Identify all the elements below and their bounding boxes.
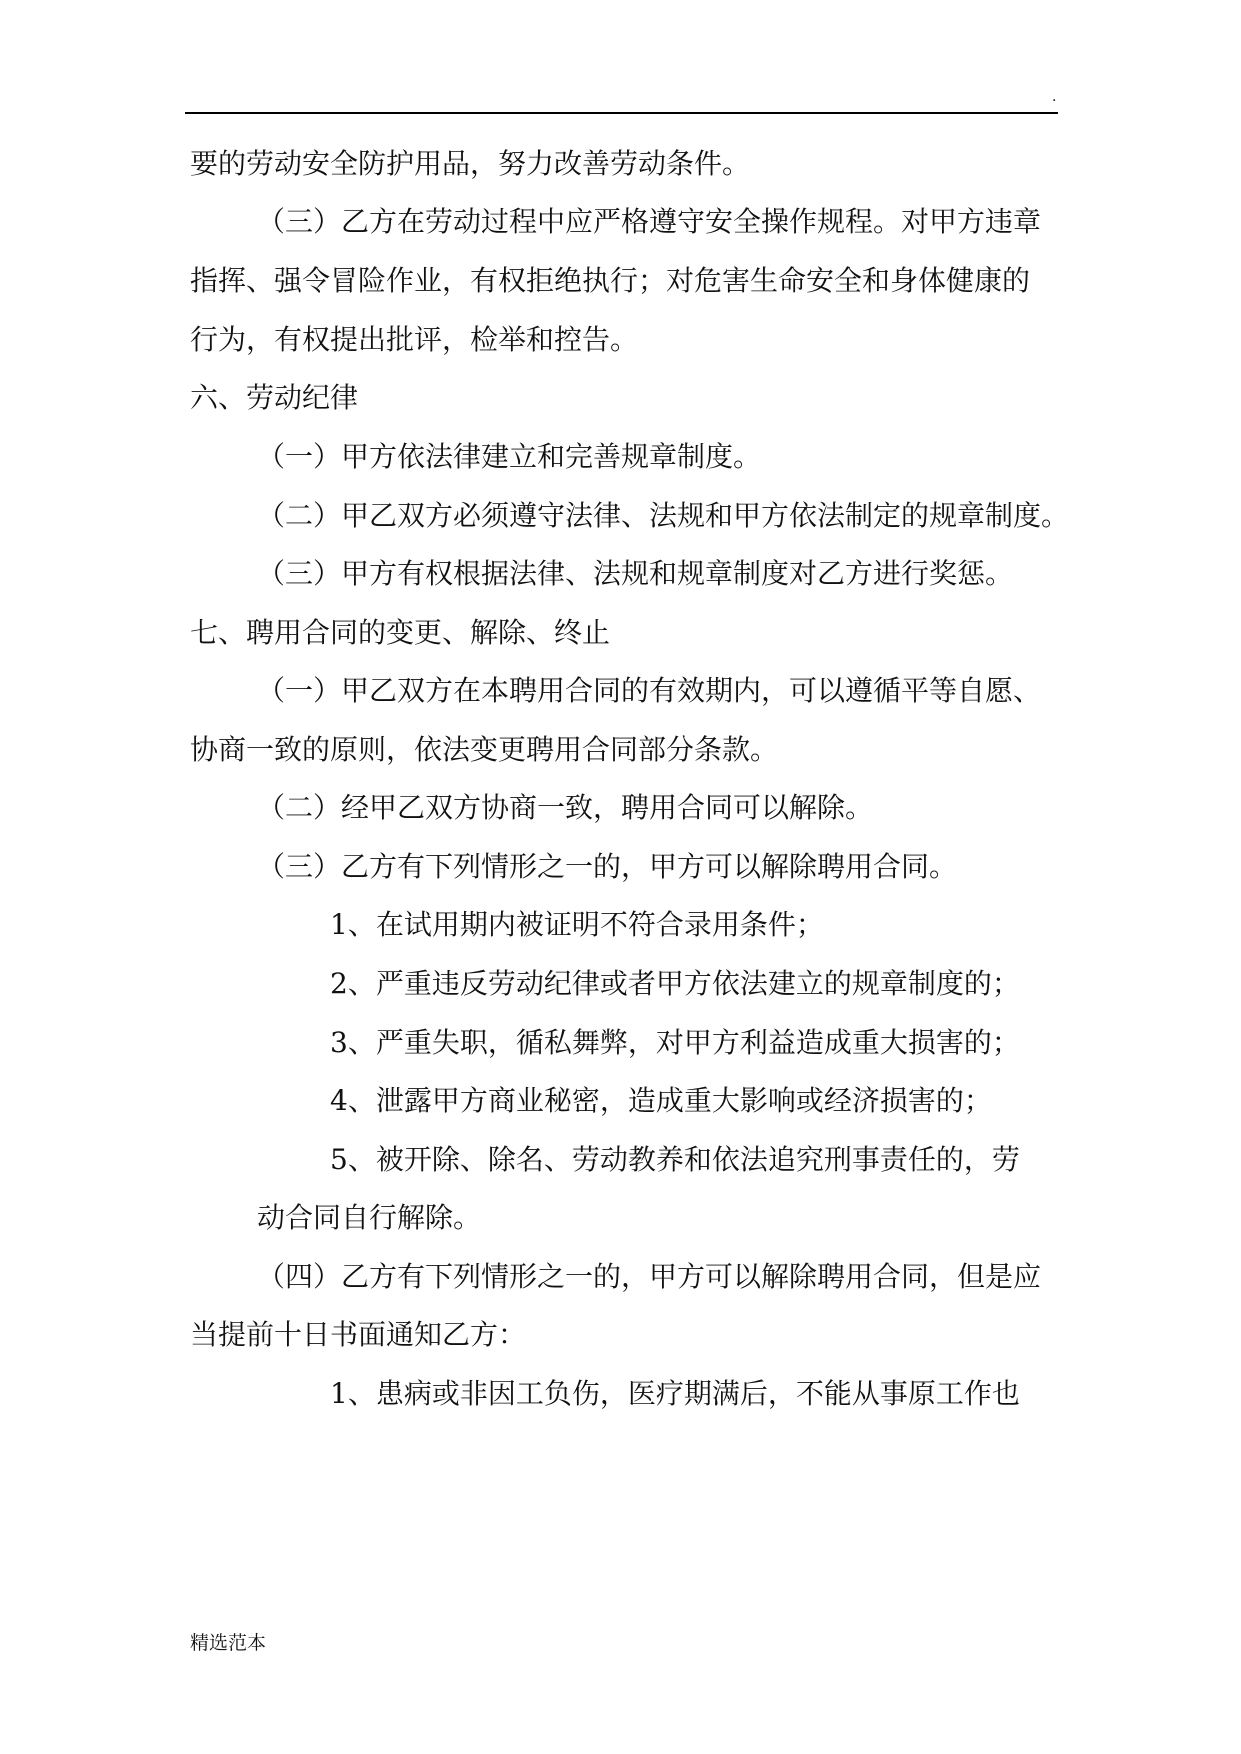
text-line: （三）甲方有权根据法律、法规和规章制度对乙方进行奖惩。 [257,557,1014,590]
list-item: 1、患病或非因工负伤，医疗期满后，不能从事原工作也 [330,1377,1020,1410]
list-item: 5、被开除、除名、劳动教养和依法追究刑事责任的，劳 [330,1143,1020,1176]
list-item: 4、泄露甲方商业秘密，造成重大影响或经济损害的； [330,1084,992,1117]
text-line: 要的劳动安全防护用品，努力改善劳动条件。 [190,147,751,180]
section-heading: 六、劳动纪律 [190,381,359,414]
text-line: （四）乙方有下列情形之一的，甲方可以解除聘用合同，但是应 [257,1260,1042,1293]
section-heading: 七、聘用合同的变更、解除、终止 [190,616,611,649]
text-line: （一）甲方依法律建立和完善规章制度。 [257,440,762,473]
footer-label: 精选范本 [190,1632,267,1654]
list-item: 3、严重失职，循私舞弊，对甲方利益造成重大损害的； [330,1026,1020,1059]
text-line: （二）甲乙双方必须遵守法律、法规和甲方依法制定的规章制度。 [257,499,1070,532]
text-line: 指挥、强令冒险作业，有权拒绝执行；对危害生命安全和身体健康的 [190,264,1031,297]
text-line: 动合同自行解除。 [257,1201,482,1234]
text-line: （三）乙方有下列情形之一的，甲方可以解除聘用合同。 [257,850,958,883]
text-line: 行为，有权提出批评，检举和控告。 [190,323,639,356]
text-line: （三）乙方在劳动过程中应严格遵守安全操作规程。对甲方违章 [257,205,1042,238]
header-dot: . [1052,89,1057,105]
text-line: 协商一致的原则，依法变更聘用合同部分条款。 [190,733,779,766]
text-line: （一）甲乙双方在本聘用合同的有效期内，可以遵循平等自愿、 [257,674,1042,707]
text-line: 当提前十日书面通知乙方： [190,1318,527,1351]
list-item: 1、在试用期内被证明不符合录用条件； [330,908,824,941]
text-line: （二）经甲乙双方协商一致，聘用合同可以解除。 [257,791,874,824]
list-item: 2、严重违反劳动纪律或者甲方依法建立的规章制度的； [330,967,1020,1000]
